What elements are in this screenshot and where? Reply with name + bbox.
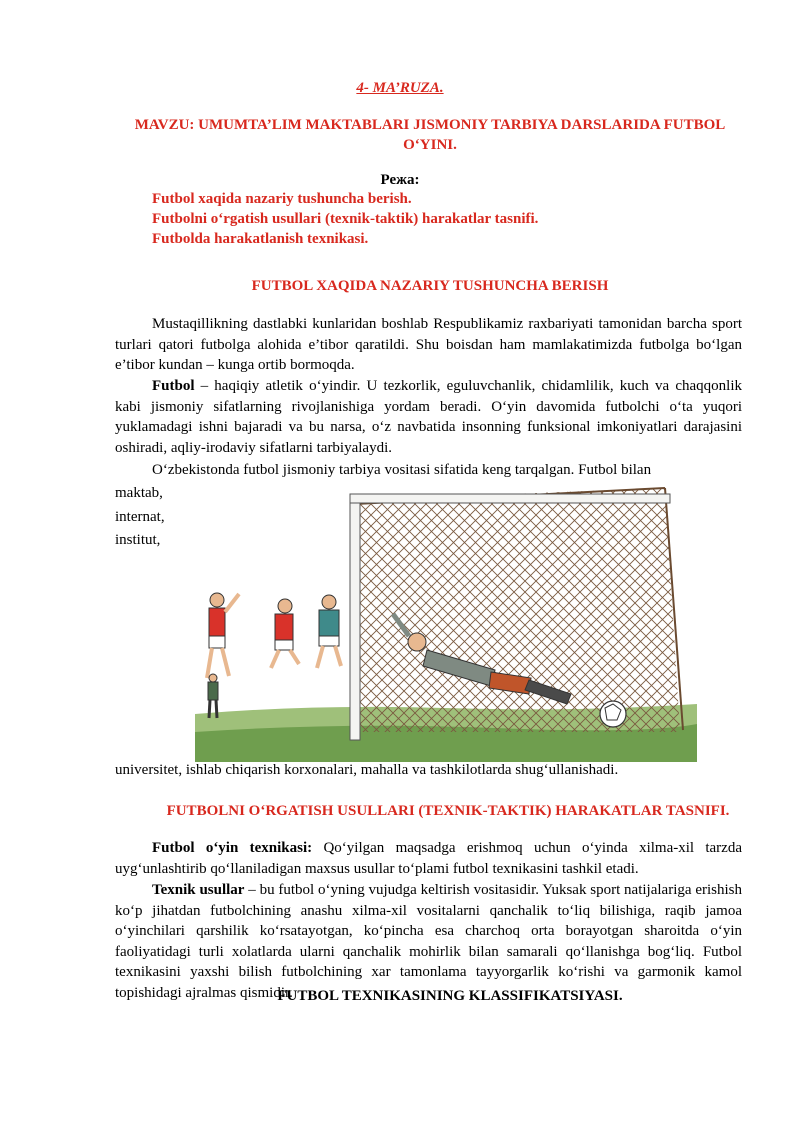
lecture-number: 4- MA’RUZA. xyxy=(356,80,444,96)
football-goal-illustration xyxy=(195,482,697,762)
plan-list xyxy=(152,189,752,249)
football-ball xyxy=(600,701,626,727)
term-technical-methods: Texnik usullar xyxy=(152,882,245,898)
plan-item: Futbolni o‘rgatish usullari (texnik-taktik) harakatlar tasnifi. xyxy=(152,211,539,227)
player-figure xyxy=(271,599,299,668)
section-heading-theory: FUTBOL XAQIDA NAZARIY TUSHUNCHA BERISH xyxy=(251,278,609,294)
term-game-technique: Futbol o‘yin texnikasi: xyxy=(152,840,313,856)
paragraph-football xyxy=(115,376,742,458)
paragraph-continuation: universitet, ishlab chiqarish korxonalari, mahalla va tashkilotlarda shug‘ullanishadi. xyxy=(115,762,619,778)
paragraph-technique xyxy=(115,838,742,879)
paragraph-football-text: – haqiqiy atletik o‘yindir. U tezkorlik, eguluvchanlik, chidamlilik, kuch va chaqqonlik kabi jismoniy sifatlarning rivojlanishiga yordam beradi. O‘yin davomida futbolchi o‘ta yuqori yuklamadagi ishni bajaradi va bu narsa, o‘z navbatida insonning funksional imkoniyatlari darajasini oshiradi, aqliy-irodaviy sifatlarni tarbiyalaydi. xyxy=(115,378,742,456)
paragraph-uzbekistan: O‘zbekistonda futbol jismoniy tarbiya vositasi sifatida keng tarqalgan. Futbol bilan xyxy=(152,462,652,478)
wrap-word: maktab, xyxy=(115,485,163,501)
lecture-topic: MAVZU: UMUMTA’LIM MAKTABLARI JISMONIY TARBIYA DARSLARIDA FUTBOL O‘YINI. xyxy=(134,117,726,153)
wrap-word: institut, xyxy=(115,532,161,548)
player-figure xyxy=(207,593,239,678)
section-heading-methods: FUTBOLNI O‘RGATISH USULLARI (TEXNIK-TAKTIK) HARAKATLAR TASNIFI. xyxy=(166,803,730,819)
plan-title: Режа: xyxy=(380,172,420,188)
plan-item: Futbol xaqida nazariy tushuncha berish. xyxy=(152,191,412,207)
paragraph-intro: Mustaqillikning dastlabki kunlaridan boshlab Respublikamiz raxbariyati tamonidan barcha sport turlari qatori futbolga alohida e’tibor qaratildi. Shu boisdan ham mamlakatimizda futbolga bo‘lgan e’tibor kundan – kunga ortib bormoqda. xyxy=(115,316,742,374)
wrap-word: internat, xyxy=(115,509,165,525)
player-figure xyxy=(317,595,341,668)
term-futbol: Futbol xyxy=(152,378,195,394)
paragraph-technique-text: Qo‘yilgan maqsadga erishmoq uchun o‘yinda xilma-xil tarzda uyg‘unlashtirib qo‘llaniladigan maxsus usullar to‘plami futbol texnikasini tashkil etadi. xyxy=(115,840,742,877)
section-heading-classification: FUTBOL TEXNIKASINING KLASSIFIKATSIYASI. xyxy=(277,988,623,1004)
plan-item: Futbolda harakatlanish texnikasi. xyxy=(152,231,369,247)
background-player-figure xyxy=(208,674,218,718)
paragraph-technical-methods-text: – bu futbol o‘yning vujudga keltirish vositasidir. Yuksak sport natijalariga erishish ko‘p jihatdan futbolchining anashu xilma-xil vositalarni qanchalik to‘liq bilishiga, raqib jamoa o‘yinchilari qarshilik ko‘rsatayotgan, ko‘pincha esa charchoq orta borayotgan sharoitda o‘yin faoliyatidagi turli xolatlarda ularni qanchalik mohirlik bilan samarali qo‘llanishga bog‘liq. Futbol texnikasini yaxshi bilish futbolchining xar tamonlama tayyorgarlik ko‘rishi va garmonik kamol topishidagi ajralmas qismidir. xyxy=(115,882,742,1001)
paragraph-technical-methods xyxy=(115,880,742,1004)
